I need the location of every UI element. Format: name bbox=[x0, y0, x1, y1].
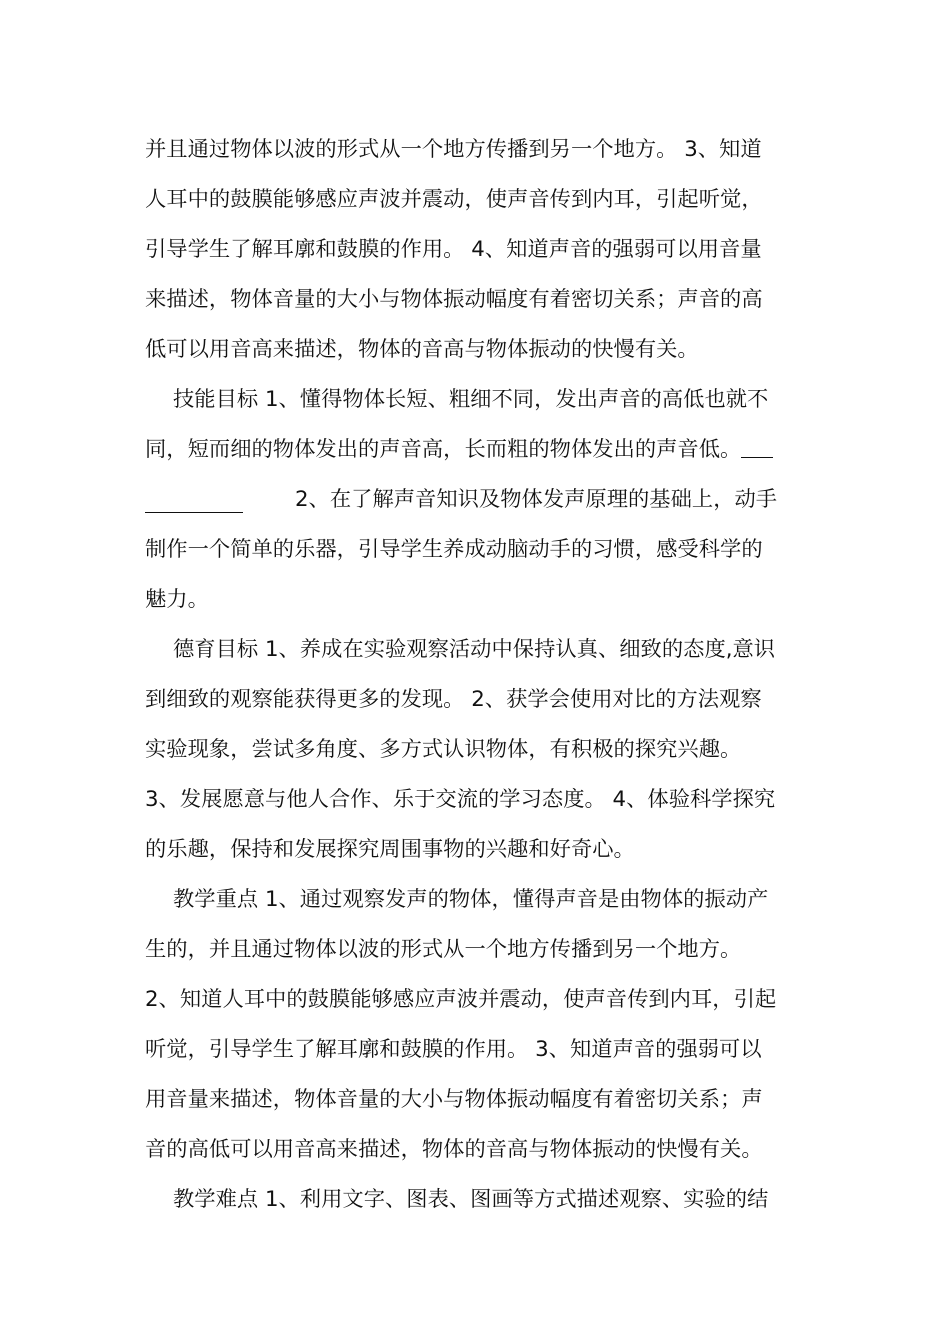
paragraph-line: 制作一个简单的乐器，引导学生养成动脑动手的习惯，感受科学的 bbox=[145, 537, 763, 562]
paragraph-line: 人耳中的鼓膜能够感应声波并震动，使声音传到内耳，引起听觉， bbox=[145, 187, 763, 212]
fill-in-blank bbox=[741, 435, 773, 458]
paragraph-line: 用音量来描述，物体音量的大小与物体振动幅度有着密切关系；声 bbox=[145, 1087, 763, 1112]
paragraph-line: 引导学生了解耳廓和鼓膜的作用。 4、知道声音的强弱可以用音量 bbox=[145, 237, 762, 262]
paragraph-line: 到细致的观察能获得更多的发现。 2、获学会使用对比的方法观察 bbox=[145, 687, 762, 712]
difficulties-heading-line: 教学难点 1、利用文字、图表、图画等方式描述观察、实验的结 bbox=[173, 1187, 769, 1212]
paragraph-line: 实验现象，尝试多角度、多方式认识物体，有积极的探究兴趣。 bbox=[145, 737, 742, 762]
paragraph-line: 听觉，引导学生了解耳廓和鼓膜的作用。 3、知道声音的强弱可以 bbox=[145, 1037, 762, 1062]
skill-goals-heading-line: 技能目标 1、懂得物体长短、粗细不同，发出声音的高低也就不 bbox=[173, 387, 769, 412]
paragraph-line: 并且通过物体以波的形式从一个地方传播到另一个地方。 3、知道 bbox=[145, 137, 762, 162]
moral-goals-heading-line: 德育目标 1、养成在实验观察活动中保持认真、细致的态度,意识 bbox=[173, 637, 776, 662]
paragraph-line: 魅力。 bbox=[145, 587, 209, 612]
paragraph-line: 生的，并且通过物体以波的形式从一个地方传播到另一个地方。 bbox=[145, 937, 742, 962]
blank-line-row bbox=[145, 483, 810, 517]
paragraph-text: 2、在了解声音知识及物体发声原理的基础上，动手 bbox=[295, 487, 778, 512]
paragraph-line: 音的高低可以用音高来描述，物体的音高与物体振动的快慢有关。 bbox=[145, 1137, 763, 1162]
paragraph-line: 3、发展愿意与他人合作、乐于交流的学习态度。 4、体验科学探究 bbox=[145, 787, 776, 812]
key-points-heading-line: 教学重点 1、通过观察发声的物体，懂得声音是由物体的振动产 bbox=[173, 887, 769, 912]
paragraph-line: 来描述，物体音量的大小与物体振动幅度有着密切关系；声音的高 bbox=[145, 287, 763, 312]
paragraph-line: 的乐趣，保持和发展探究周围事物的兴趣和好奇心。 bbox=[145, 837, 635, 862]
paragraph-line bbox=[145, 433, 810, 467]
paragraph-line: 2、知道人耳中的鼓膜能够感应声波并震动，使声音传到内耳，引起 bbox=[145, 987, 777, 1012]
fill-in-blank bbox=[145, 512, 243, 513]
paragraph-line: 低可以用音高来描述，物体的音高与物体振动的快慢有关。 bbox=[145, 337, 699, 362]
paragraph-text: 同，短而细的物体发出的声音高，长而粗的物体发出的声音低。 bbox=[145, 437, 742, 462]
